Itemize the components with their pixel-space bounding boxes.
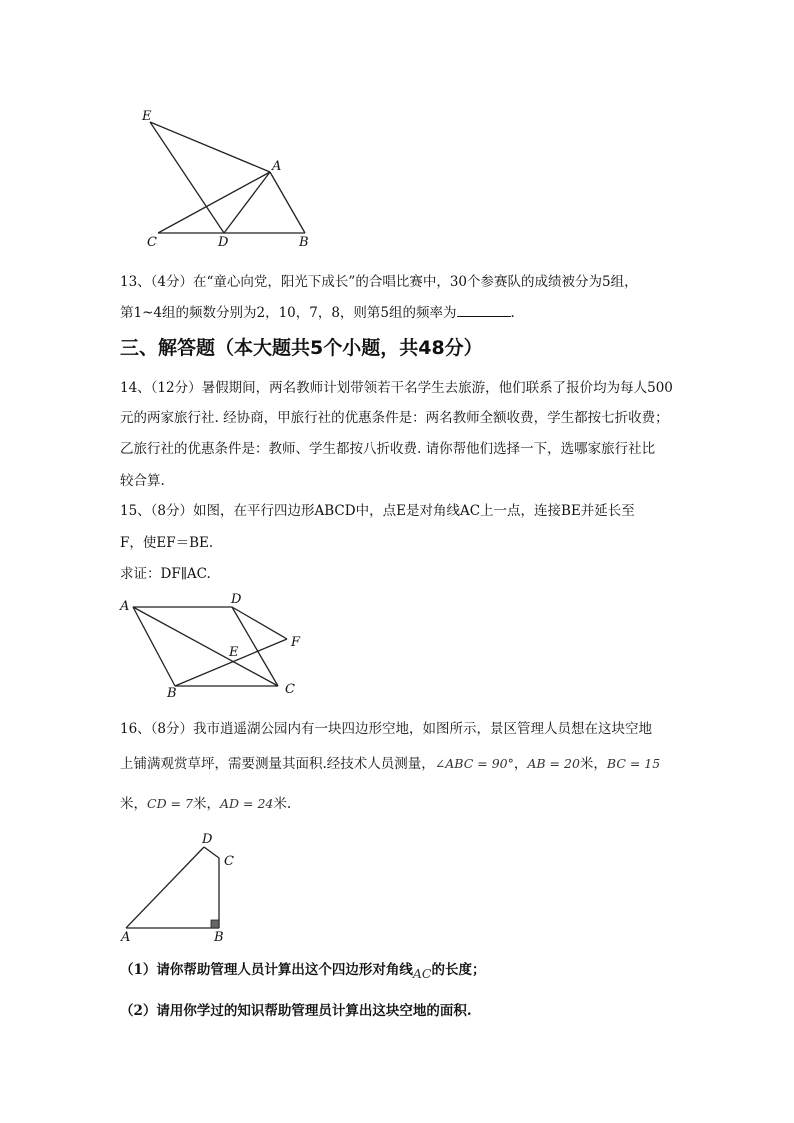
q13-line2 (120, 301, 515, 321)
label-D: D (218, 235, 229, 250)
sub1-text: （1）请你帮助管理人员计算出这个四边形对角线 (120, 962, 413, 978)
q14-line2: 元的两家旅行社. 经协商，甲旅行社的优惠条件是：两名教师全额收费，学生都按七折收费； (120, 410, 669, 426)
q13-line1: 13、（4分）在“童心向党，阳光下成长”的合唱比赛中，30个参赛队的成绩被分为5组， (120, 274, 638, 290)
sub2-line: （2）请用你学过的知识帮助管理员计算出这块空地的面积. (120, 1003, 472, 1019)
q16-line1: 16、（8分）我市逍遥湖公园内有一块四边形空地，如图所示，景区管理人员想在这块空地 (120, 721, 653, 737)
figure-parallelogram-ABCD (115, 590, 315, 700)
label-C: C (285, 682, 295, 697)
segment-AB (270, 172, 305, 233)
label-A: A (121, 930, 131, 945)
math-ad: AD = 24 (219, 796, 274, 811)
math-bc: BC = 15 (606, 756, 661, 771)
q16-sep: ， (513, 756, 528, 772)
label-C: C (224, 854, 234, 869)
math-ab: AB = 20 (527, 756, 580, 771)
segment-AC (158, 172, 270, 233)
label-E: E (229, 645, 239, 660)
q13-period: . (510, 305, 515, 321)
sub1-text-end: 的长度； (431, 962, 486, 978)
label-B: B (167, 686, 177, 700)
right-angle-marker (211, 920, 219, 928)
q14-line3: 乙旅行社的优惠条件是：教师、学生都按八折收费. 请你帮他们选择一下，选哪家旅行社比 (120, 441, 656, 457)
q15-line3: 求证：DF∥AC. (120, 566, 211, 582)
sub1-line (120, 958, 486, 981)
segment-EA (150, 122, 270, 172)
label-D: D (202, 832, 213, 847)
q16-unit-bc: 米， (120, 796, 147, 812)
label-C: C (147, 235, 157, 250)
segment-AD (224, 172, 270, 233)
q16-unit-ab: 米， (579, 756, 607, 772)
q16-line2 (120, 752, 660, 772)
label-F: F (291, 635, 301, 650)
math-angle-abc: ∠ABC = 90° (434, 756, 514, 771)
q16-unit-cd: 米， (192, 796, 220, 812)
segment-AC (133, 607, 278, 686)
q15-line2: F，使EF＝BE. (120, 535, 214, 551)
q13-text: 第1~4组的频数分别为2，10，7，8，则第5组的频率为 (120, 305, 457, 321)
label-A: A (120, 599, 130, 614)
label-E: E (142, 109, 152, 124)
answer-blank (457, 304, 511, 317)
q14-line1: 14、（12分）暑假期间，两名教师计划带领若干名学生去旅游，他们联系了报价均为每人500 (120, 380, 673, 396)
segment-DF (232, 607, 287, 639)
figure-quadrilateral-ABCD (115, 830, 245, 945)
label-A: A (272, 159, 282, 174)
segment-AD (126, 847, 204, 928)
label-D: D (231, 592, 242, 607)
label-B: B (214, 930, 224, 945)
q15-line1: 15、（8分）如图，在平行四边形ABCD中，点E是对角线AC上一点，连接BE并延长至 (120, 503, 635, 519)
math-cd: CD = 7 (147, 796, 193, 811)
q16-unit-ad: 米. (273, 796, 292, 812)
segment-DC (204, 847, 219, 858)
q16-text: 上铺满观赏草坪，需要测量其面积.经技术人员测量， (120, 756, 435, 772)
q14-line4: 较合算. (120, 473, 165, 489)
segment-ED (150, 122, 224, 233)
math-ac: AC (412, 966, 432, 981)
section-title: 三、解答题（本大题共5个小题，共48分） (120, 337, 483, 359)
q16-line3 (120, 792, 291, 812)
figure-triangle-EACDB (135, 100, 325, 255)
label-B: B (299, 235, 309, 250)
